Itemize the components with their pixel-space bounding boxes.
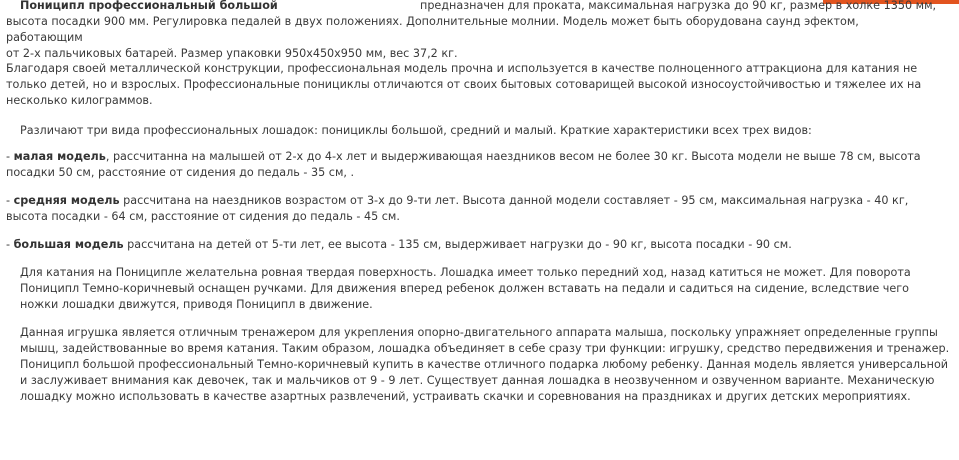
medium-model-name: средняя модель	[13, 194, 120, 207]
small-model-prefix: -	[6, 150, 14, 163]
intro-line-1: высота посадки 900 мм. Регулировка педалей в двух положениях. Дополнительные молнии. Модель может быть оборудована саунд эфектом, работающим	[6, 15, 859, 44]
medium-model-prefix: -	[6, 194, 14, 207]
small-model-text: , рассчитанна на малышей от 2-х до 4-х лет и выдерживающая наездников весом не более 30 кг. Высота модели не выше 78 см, высота посадки 50 см, расстояние от сидения до педаль - 35 см, .	[6, 150, 921, 179]
product-title: Пониципл профессиональный большой	[20, 0, 278, 12]
metal-construction-paragraph: Благодаря своей металлической конструкции, профессиональная модель прочна и используется в качестве полноценного аттракциона для катания не только детей, но и взрослых. Профессиональные понициклы отличаются от своих бытовых сотоварищей высокой износоустойчивостью и тяжелее их на несколько килограммов.	[6, 62, 922, 107]
small-model-paragraph	[6, 149, 936, 181]
riding-paragraph: Для катания на Пониципле желательна ровная твердая поверхность. Лошадка имеет только передний ход, назад катиться не может. Для поворота Пониципл Темно-коричневый оснащен ручками. Для движения вперед ребенок должен вставать на педали и садиться на сидение, вследствие чего ножки лошадки движутся, приводя Пониципл в движение.	[20, 266, 911, 311]
large-model-prefix: -	[6, 238, 14, 251]
trainer-paragraph: Данная игрушка является отличным тренажером для укрепления опорно-двигательного аппарата малыша, поскольку упражняет определенные группы мышц, задействованные во время катания. Таким образом, лошадка объединяет в себе сразу три функции: игрушку, средство передвижения и тренажер. Пониципл большой профессиональный Темно-коричневый купить в качестве отличного подарка любому ребенку. Данная модель является универсальной и заслуживает внимания как девочек, так и мальчиков от 9 - 9 лет. Существует данная лошадка в неозвученном и озвученном варианте. Механическую лошадку можно использовать в качестве азартных развлечений, устраивать скачки и соревнования на праздниках и других детских мероприятиях.	[20, 326, 950, 403]
medium-model-paragraph	[6, 193, 936, 225]
large-model-paragraph	[6, 237, 936, 253]
large-model-text: рассчитана на детей от 5-ти лет, ее высота - 135 см, выдерживает нагрузки до - 90 кг, высота посадки - 90 см.	[123, 238, 792, 251]
small-model-name: малая модель	[13, 150, 106, 163]
types-paragraph: Различают три вида профессиональных лошадок: понициклы большой, средний и малый. Краткие характеристики всех трех видов:	[20, 124, 812, 137]
large-model-name: большая модель	[13, 238, 124, 251]
intro-paragraph	[6, 0, 936, 62]
intro-title-rest: предназначен для проката, максимальная нагрузка до 90 кг, размер в холке 1350 мм,	[420, 0, 937, 12]
intro-title-line	[6, 0, 936, 14]
medium-model-text: рассчитана на наездников возрастом от 3-х до 9-ти лет. Высота данной модели составляет - 95 см, максимальная нагрузка - 40 кг, высота посадки - 64 см, расстояние от сидения до педаль - 45 см.	[6, 194, 909, 223]
intro-line-2: от 2-х пальчиковых батарей. Размер упаковки 950х450х950 мм, вес 37,2 кг.	[6, 47, 458, 60]
